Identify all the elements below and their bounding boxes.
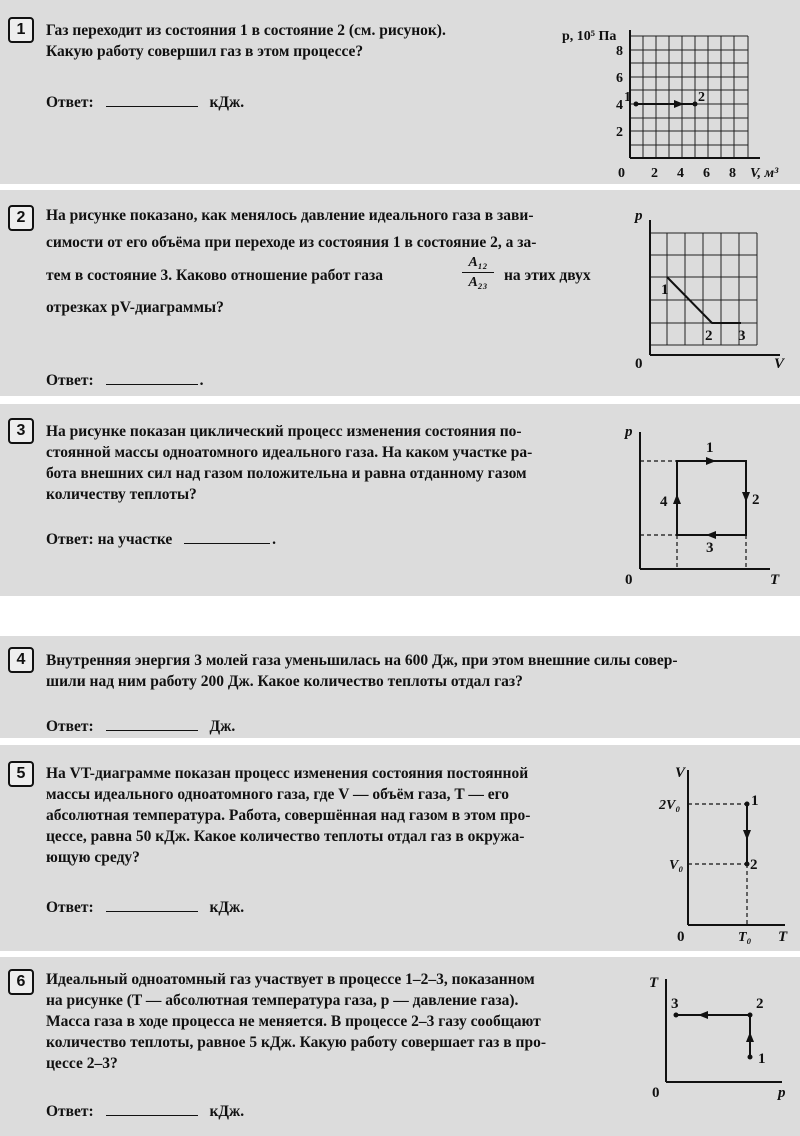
axis-y-label: p (625, 424, 633, 440)
point-label: 3 (738, 328, 746, 344)
graph-p-t (620, 404, 790, 596)
point-label: 3 (671, 996, 679, 1012)
axis-y-label: T (649, 975, 659, 991)
answer-label: Ответ: (46, 718, 94, 735)
answer-line (46, 370, 203, 390)
answer-line (46, 897, 244, 917)
graph-v-t (660, 745, 800, 951)
answer-label: Ответ: (46, 94, 94, 111)
problem-6-panel (0, 957, 800, 1136)
text-line: Газ переходит из состояния 1 в состояние 2 (см. рисунок). (46, 22, 446, 39)
fraction (462, 253, 494, 292)
problem-2-panel (0, 190, 800, 396)
problem-text (46, 20, 446, 62)
problem-text (46, 421, 616, 505)
problem-number: 1 (8, 17, 34, 43)
axis-y-label: p, 10⁵ Па (562, 29, 617, 44)
axis-x-label: T (778, 929, 788, 945)
segment-label: 2 (752, 492, 760, 508)
origin-label: 0 (635, 356, 643, 372)
answer-unit: кДж. (209, 899, 245, 916)
x-tick: 4 (677, 166, 684, 181)
answer-blank[interactable] (106, 897, 198, 912)
graph-p-v (562, 0, 800, 184)
point-label: 2 (698, 90, 705, 105)
text-line: Какую работу совершил газ в этом процессе? (46, 43, 364, 60)
fraction-numerator: A₁₂ (462, 253, 494, 273)
x-tick: 6 (703, 166, 710, 181)
text-line: стоянной массы одноатомного идеального газа. На каком участке ра- (46, 444, 533, 461)
answer-line (46, 529, 276, 549)
y-tick: 8 (616, 44, 623, 59)
text-line: На VT-диаграмме показан процесс изменения состояния постоянной (46, 765, 529, 782)
segment-label: 1 (706, 440, 714, 456)
text-line: Масса газа в ходе процесса не меняется. В процессе 2–3 газу сообщают (46, 1013, 541, 1030)
y-tick: 6 (616, 71, 623, 86)
text-line: Идеальный одноатомный газ участвует в процессе 1–2–3, показанном (46, 971, 535, 988)
text-line: На рисунке показано, как менялось давление идеального газа в зави- (46, 207, 534, 224)
problem-3-panel (0, 404, 800, 596)
text-line: бота внешних сил над газом положительна и равна отданному газом (46, 465, 527, 482)
answer-blank[interactable] (106, 92, 198, 107)
text-line: на рисунке (T — абсолютная температура газа, p — давление газа). (46, 992, 519, 1009)
problem-5-panel (0, 745, 800, 951)
segment-label: 4 (660, 494, 668, 510)
y-tick: 4 (616, 98, 623, 113)
x-tick: 0 (618, 166, 625, 181)
problem-number: 3 (8, 418, 34, 444)
text-line: отрезках pV-диаграммы? (46, 299, 224, 316)
text-line: количество теплоты, равное 5 кДж. Какую работу совершает газ в про- (46, 1034, 546, 1051)
problem-text (46, 650, 796, 692)
answer-label: Ответ: (46, 372, 94, 389)
point-label: 1 (661, 282, 669, 298)
axis-y-label: p (635, 208, 643, 224)
answer-blank[interactable] (106, 716, 198, 731)
answer-line (46, 92, 244, 112)
text-line: количеству теплоты? (46, 486, 197, 503)
text-segment: на этих двух (504, 267, 591, 284)
axis-x-label: T (770, 572, 780, 588)
fraction-denominator: A₂₃ (468, 275, 488, 290)
problem-number: 6 (8, 969, 34, 995)
answer-line (46, 716, 235, 736)
answer-label: Ответ: (46, 899, 94, 916)
problem-text (46, 969, 621, 1074)
problem-number: 5 (8, 761, 34, 787)
x-tick-t0: T₀ (738, 930, 752, 945)
text-line: цессе, равна 50 кДж. Какое количество теплоты отдал газ в окружа- (46, 828, 525, 845)
problem-4-panel (0, 636, 800, 738)
answer-unit: Дж. (209, 718, 236, 735)
text-line: ющую среду? (46, 849, 140, 866)
problem-number: 4 (8, 647, 34, 673)
y-tick-v0: V₀ (669, 858, 684, 873)
answer-blank[interactable] (106, 1101, 198, 1116)
point-label: 2 (750, 857, 758, 873)
text-segment: тем в состояние 3. Каково отношение работ газа (46, 267, 383, 284)
axis-x-label: V, м³ (750, 166, 779, 181)
problem-1-panel (0, 0, 800, 184)
answer-label: Ответ: на участке (46, 531, 173, 548)
origin-label: 0 (625, 572, 633, 588)
answer-blank[interactable] (106, 370, 198, 385)
text-line: симости от его объёма при переходе из состояния 1 в состояние 2, а за- (46, 234, 537, 251)
x-tick: 2 (651, 166, 658, 181)
point-label: 1 (751, 793, 759, 809)
text-line: На рисунке показан циклический процесс изменения состояния по- (46, 423, 522, 440)
x-tick: 8 (729, 166, 736, 181)
origin-label: 0 (677, 929, 685, 945)
point-label: 2 (705, 328, 713, 344)
text-line: абсолютная температура. Работа, совершённая над газом в этом про- (46, 807, 531, 824)
text-line: Внутренняя энергия 3 молей газа уменьшилась на 600 Дж, при этом внешние силы совер- (46, 652, 678, 669)
problem-text (46, 763, 616, 868)
point-label: 1 (624, 90, 631, 105)
answer-line (46, 1101, 244, 1121)
graph-t-p (640, 957, 790, 1136)
point-label: 2 (756, 996, 764, 1012)
text-line-with-fraction (46, 257, 616, 297)
answer-unit: . (272, 531, 277, 548)
segment-label: 3 (706, 540, 714, 556)
answer-unit: кДж. (209, 1103, 245, 1120)
answer-unit: . (199, 372, 204, 389)
axis-x-label: V (774, 356, 785, 372)
graph-p-v (630, 190, 800, 396)
axis-x-label: p (778, 1085, 786, 1101)
point-label: 1 (758, 1051, 766, 1067)
answer-label: Ответ: (46, 1103, 94, 1120)
origin-label: 0 (652, 1085, 660, 1101)
axis-y-label: V (675, 765, 686, 781)
answer-blank[interactable] (184, 529, 270, 544)
text-line: массы идеального одноатомного газа, где V — объём газа, T — его (46, 786, 509, 803)
text-line: шили над ним работу 200 Дж. Какое количество теплоты отдал газ? (46, 673, 523, 690)
y-tick: 2 (616, 125, 623, 140)
y-tick-2v0: 2V₀ (659, 798, 681, 813)
text-line: цессе 2–3? (46, 1055, 118, 1072)
answer-unit: кДж. (209, 94, 245, 111)
problem-text (46, 205, 616, 318)
problem-number: 2 (8, 205, 34, 231)
